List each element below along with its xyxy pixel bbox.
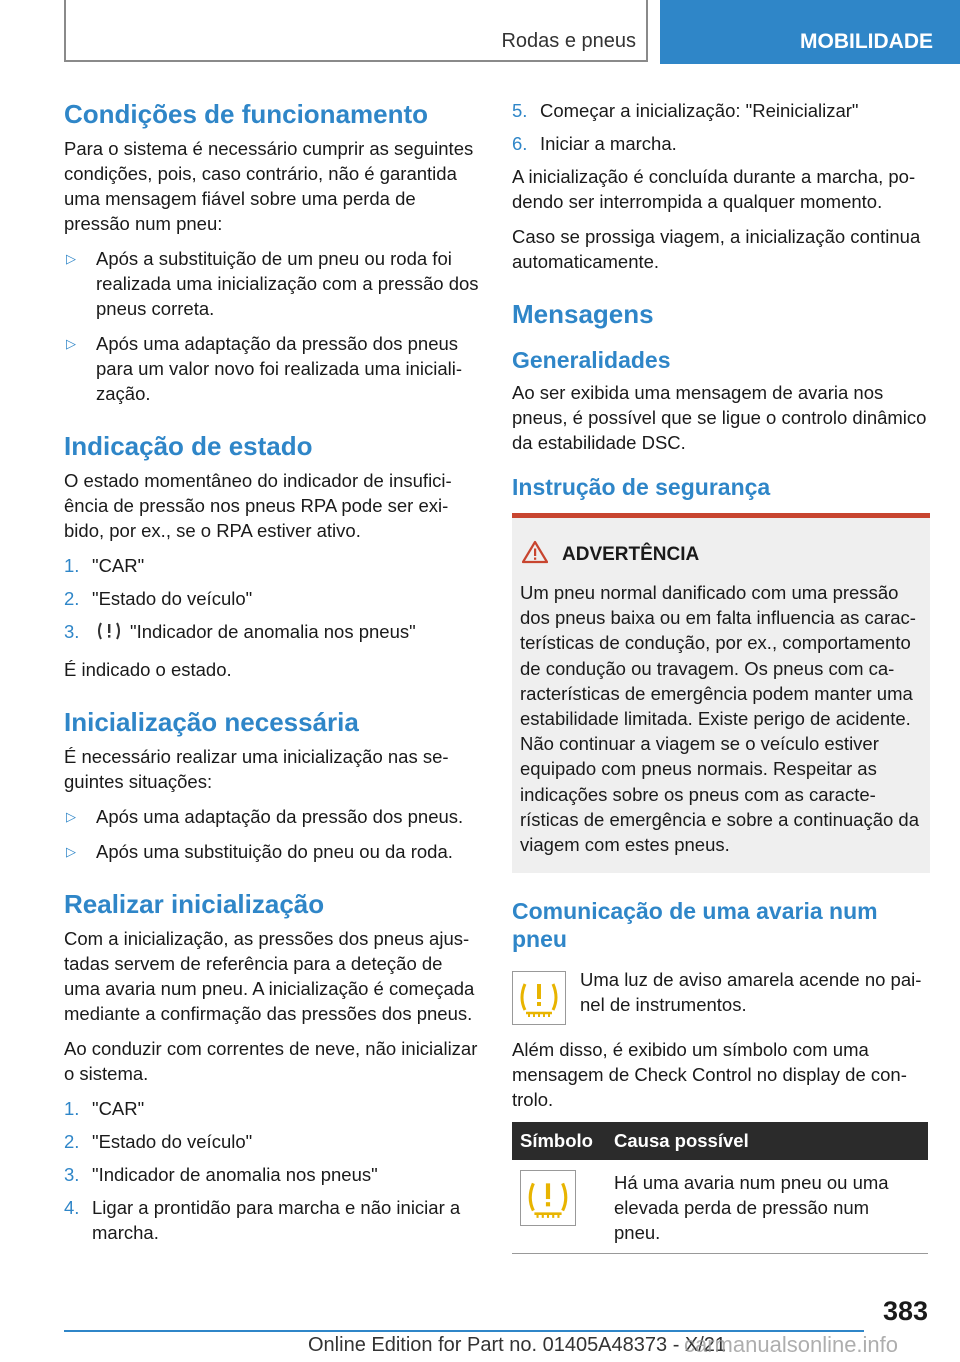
step-text: "Estado do veículo" <box>92 588 253 609</box>
step-item <box>64 1162 482 1187</box>
watermark: carmanualsonline.info <box>684 1332 899 1357</box>
tire-warning-icon <box>96 619 122 649</box>
list-item <box>64 804 482 829</box>
paragraph-check-control: Além disso, é exibido um símbolo com uma mensagem de Check Control no display de controlo. <box>512 1039 907 1111</box>
step-item <box>512 98 930 123</box>
step-number: 2. <box>64 588 80 609</box>
step-item <box>64 1096 482 1121</box>
chapter-title: MOBILIDADE <box>800 30 933 53</box>
page-header <box>0 0 960 66</box>
step-number: 3. <box>64 621 80 642</box>
bullet-triangle-icon: ▷ <box>66 251 76 266</box>
list-item-text: Após uma adaptação da pressão dos pneus. <box>96 806 464 827</box>
step-text: Iniciar a marcha. <box>540 133 677 154</box>
paragraph-inicializacao-necessaria: É necessário realizar uma inicialização nas seguintes situações: <box>64 746 449 792</box>
warning-title-text: ADVERTÊNCIA <box>562 544 700 565</box>
paragraph-luz-aviso: Uma luz de aviso amarela acende no painel de instrumentos. <box>580 969 922 1016</box>
heading-generalidades: Generalidades <box>512 347 671 373</box>
table-cell-symbol <box>512 1160 606 1254</box>
table-row <box>512 1160 928 1254</box>
chapter-tab <box>660 0 960 64</box>
step-number: 4. <box>64 1197 80 1218</box>
paragraph-realizar-1: Com a inicialização, as pressões dos pneus ajustadas servem de referência para a deteção de uma avaria num pneu. A inicialização é começada mediante a confirmação das pressões dos pneus. <box>64 928 475 1024</box>
list-item-text: Após a substituição de um pneu ou roda foi realizada uma inicialização com a pressão dos pneus correta. <box>96 248 479 319</box>
footer-edition: Online Edition for Part no. 01405A48373 - X/21 <box>308 1334 727 1356</box>
bullet-triangle-icon: ▷ <box>66 809 76 824</box>
step-number: 2. <box>64 1131 80 1152</box>
step-item <box>64 619 482 649</box>
left-column <box>64 98 482 1253</box>
warning-triangle-icon <box>520 540 562 570</box>
heading-instrucao-seguranca: Instrução de segurança <box>512 474 771 500</box>
bullet-triangle-icon: ▷ <box>66 844 76 859</box>
step-item <box>512 131 930 156</box>
step-text: Começar a inicialização: "Reinicializar" <box>540 100 859 121</box>
step-text: "CAR" <box>92 555 145 576</box>
list-item-text: Após uma adaptação da pressão dos pneus para um valor novo foi realizada uma inicialização. <box>96 333 463 404</box>
heading-realizar-inicializacao: Realizar inicialização <box>64 889 325 919</box>
page-number: 383 <box>882 1296 928 1326</box>
symbol-table <box>512 1122 928 1254</box>
step-item <box>64 553 482 578</box>
step-text: "Estado do veículo" <box>92 1131 253 1152</box>
heading-condicoes: Condições de funcionamento <box>64 99 429 129</box>
paragraph-estado-result: É indicado o estado. <box>64 659 232 680</box>
paragraph-concluida: A inicialização é concluída durante a marcha, podendo ser interrompida a qualquer momento. <box>512 166 916 212</box>
paragraph-condicoes: Para o sistema é necessário cumprir as seguintes condições, pois, caso contrário, não é garantida uma mensagem fiável sobre uma perda de pressão num pneu: <box>64 138 474 234</box>
warning-text: Um pneu normal danificado com uma pressão dos pneus baixa ou em falta influencia as características de condução, por ex., comportamento de condução ou travagem. Os pneus com características de emergência podem manter uma estabilidade limitada. Existe perigo de acidente. Não continuar a viagem se o veículo estiver equipado com pneus normais. Respeitar as indicações sobre os pneus com as características de emergência e sobre a continuação da viagem com estes pneus. <box>520 582 920 856</box>
step-number: 6. <box>512 133 528 154</box>
heading-comunicacao-avaria: Comunicação de uma avaria num pneu <box>512 898 878 953</box>
lamp-row <box>512 967 930 1025</box>
heading-mensagens: Mensagens <box>512 299 654 329</box>
step-item <box>64 586 482 611</box>
paragraph-continua: Caso se prossiga viagem, a inicialização continua automaticamente. <box>512 226 921 272</box>
paragraph-generalidades: Ao ser exibida uma mensagem de avaria nos pneus, é possível que se ligue o controlo dinâmico da estabilidade DSC. <box>512 382 927 453</box>
table-cell-cause: Há uma avaria num pneu ou uma elevada perda de pressão num pneu. <box>606 1160 928 1254</box>
step-text: "CAR" <box>92 1098 145 1119</box>
heading-inicializacao-necessaria: Inicialização necessária <box>64 707 359 737</box>
heading-indicacao-estado: Indicação de estado <box>64 431 313 461</box>
step-number: 3. <box>64 1164 80 1185</box>
bullet-triangle-icon: ▷ <box>66 336 76 351</box>
tire-pressure-warning-symbol-icon <box>520 1170 576 1226</box>
list-item <box>64 331 482 406</box>
tire-pressure-warning-lamp-icon <box>512 971 566 1025</box>
step-text: Ligar a prontidão para marcha e não iniciar a marcha. <box>92 1197 461 1243</box>
list-item-text: Após uma substituição do pneu ou da roda. <box>96 841 453 862</box>
step-number: 1. <box>64 1098 80 1119</box>
step-item <box>64 1129 482 1154</box>
step-text: "Indicador de anomalia nos pneus" <box>92 1164 378 1185</box>
list-item <box>64 839 482 864</box>
warning-title <box>520 540 924 570</box>
table-header-causa: Causa possível <box>606 1122 928 1160</box>
section-title: Rodas e pneus <box>501 30 636 52</box>
warning-box <box>512 513 930 873</box>
paragraph-estado: O estado momentâneo do indicador de insuficiência de pressão nos pneus RPA pode ser exibido, por ex., se o RPA estiver ativo. <box>64 470 452 541</box>
table-header-simbolo: Símbolo <box>512 1122 606 1160</box>
paragraph-realizar-2: Ao conduzir com correntes de neve, não inicializar o sistema. <box>64 1038 478 1084</box>
right-column <box>512 98 930 1254</box>
table-header-row <box>512 1122 928 1160</box>
step-item <box>64 1195 482 1245</box>
step-text: "Indicador de anomalia nos pneus" <box>130 621 416 642</box>
list-item <box>64 246 482 321</box>
step-number: 1. <box>64 555 80 576</box>
step-number: 5. <box>512 100 528 121</box>
